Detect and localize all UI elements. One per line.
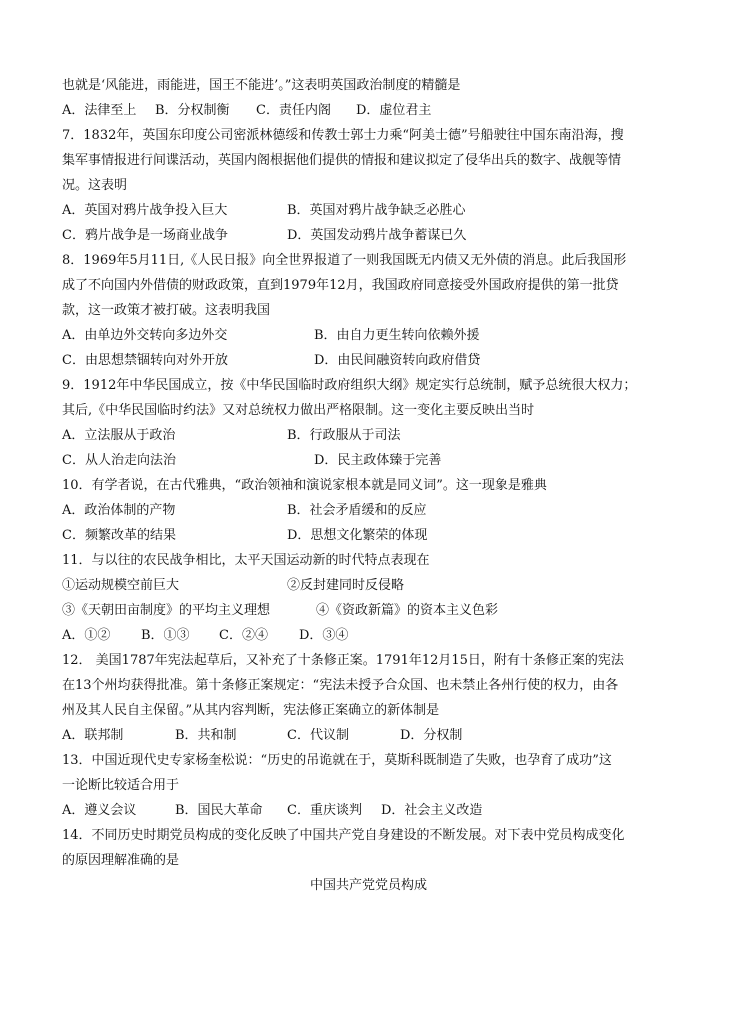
q12-option-d: D．分权制 (400, 728, 463, 743)
q10-option-b: B．社会矛盾缓和的反应 (287, 503, 427, 518)
q8-option-a: A．由单边外交转向多边外交 (62, 328, 228, 343)
q6-option-a: A．法律至上 (62, 103, 137, 118)
table-title: 中国共产党党员构成 (309, 878, 427, 893)
q8-option-b: B．由自力更生转向依赖外援 (314, 328, 480, 343)
q11-option-a: A．①② (62, 628, 111, 643)
q12-option-a: A．联邦制 (62, 728, 124, 743)
q6-stem-tail: 也就是‘风能进，雨能进，国王不能进’。”这表明英国政治制度的精髓是 (62, 78, 461, 93)
q9-option-d: D．民主政体臻于完善 (314, 453, 442, 468)
q7-option-b: B．英国对鸦片战争缺乏必胜心 (287, 203, 466, 218)
q14-stem-line-1: 14．不同历史时期党员构成的变化反映了中国共产党自身建设的不断发展。对下表中党员构成变化 (62, 828, 625, 843)
q9-option-b: B．行政服从于司法 (287, 428, 401, 443)
q10-option-d: D．思想文化繁荣的体现 (287, 528, 428, 543)
q10-option-a: A．政治体制的产物 (62, 503, 176, 518)
q8-option-d: D．由民间融资转向政府借贷 (314, 353, 481, 368)
q14-stem-line-2: 的原因理解准确的是 (62, 853, 180, 868)
q7-option-d: D．英国发动鸦片战争蓄谋已久 (287, 228, 467, 243)
q13-stem-line-1: 13．中国近现代史专家杨奎松说：“历史的吊诡就在于，莫斯科既制造了失败，也孕育了成功”这 (62, 753, 612, 768)
q6-option-b: B．分权制衡 (155, 103, 230, 118)
q13-stem-line-2: 一论断比较适合用于 (62, 778, 180, 793)
q8-stem-line-1: 8．1969年5月11日,《人民日报》向全世界报道了一则我国既无内债又无外债的消息。此后我国形 (62, 253, 627, 268)
q7-stem-line-1: 7．1832年，英国东印度公司密派林德绥和传教士郭士力乘“阿美士德”号船驶往中国东南沿海，搜 (62, 128, 624, 143)
q11-option-d: D．③④ (299, 628, 349, 643)
q10-option-c: C．频繁改革的结果 (62, 528, 176, 543)
q6-option-d: D．虚位君主 (356, 103, 432, 118)
q11-option-b: B．①③ (141, 628, 190, 643)
q12-stem-line-1: 12． 美国1787年宪法起草后，又补充了十条修正案。1791年12月15日，附有十条修正案的宪法 (62, 653, 624, 668)
q13-option-b: B．国民大革命 (175, 803, 263, 818)
q12-stem-line-3: 州及其人民自主保留。”从其内容判断，宪法修正案确立的新体制是 (62, 703, 440, 718)
q6-option-c: C．责任内阁 (256, 103, 331, 118)
q13-option-d: D．社会主义改造 (381, 803, 483, 818)
q12-option-b: B．共和制 (175, 728, 237, 743)
q13-option-a: A．遵义会议 (62, 803, 137, 818)
q9-option-a: A．立法服从于政治 (62, 428, 176, 443)
q11-item-3: ③《天朝田亩制度》的平均主义理想 (62, 603, 271, 618)
q11-stem-line-1: 11．与以往的农民战争相比，太平天国运动新的时代特点表现在 (62, 553, 430, 568)
q7-option-c: C．鸦片战争是一场商业战争 (62, 228, 228, 243)
q11-item-4: ④《资政新篇》的资本主义色彩 (316, 603, 499, 618)
q7-stem-line-3: 况。这表明 (62, 178, 128, 193)
q8-stem-line-2: 成了不向国内外借债的财政政策，直到1979年12月，我国政府同意接受外国政府提供的第一批贷 (62, 278, 619, 293)
q11-option-c: C．②④ (219, 628, 268, 643)
q9-option-c: C．从人治走向法治 (62, 453, 176, 468)
q9-stem-line-2: 其后,《中华民国临时约法》又对总统权力做出严格限制。这一变化主要反映出当时 (62, 403, 535, 418)
q7-stem-line-2: 集军事情报进行间谍活动，英国内阁根据他们提供的情报和建议拟定了侵华出兵的数字、战舰等情 (62, 153, 622, 168)
q11-item-1: ①运动规模空前巨大 (62, 578, 180, 593)
q8-option-c: C．由思想禁锢转向对外开放 (62, 353, 228, 368)
q13-option-c: C．重庆谈判 (287, 803, 362, 818)
q10-stem-line-1: 10．有学者说，在古代雅典，“政治领袖和演说家根本就是同义词”。这一现象是雅典 (62, 478, 547, 493)
q12-option-c: C．代议制 (287, 728, 349, 743)
q7-option-a: A．英国对鸦片战争投入巨大 (62, 203, 228, 218)
q9-stem-line-1: 9．1912年中华民国成立，按《中华民国临时政府组织大纲》规定实行总统制，赋予总统很大权力； (62, 378, 637, 393)
q8-stem-line-3: 款，这一政策才被打破。这表明我国 (62, 303, 271, 318)
q11-item-2: ②反封建同时反侵略 (287, 578, 405, 593)
q12-stem-line-2: 在13个州均获得批准。第十条修正案规定：“宪法未授予合众国、也未禁止各州行使的权力，由各 (62, 678, 619, 693)
